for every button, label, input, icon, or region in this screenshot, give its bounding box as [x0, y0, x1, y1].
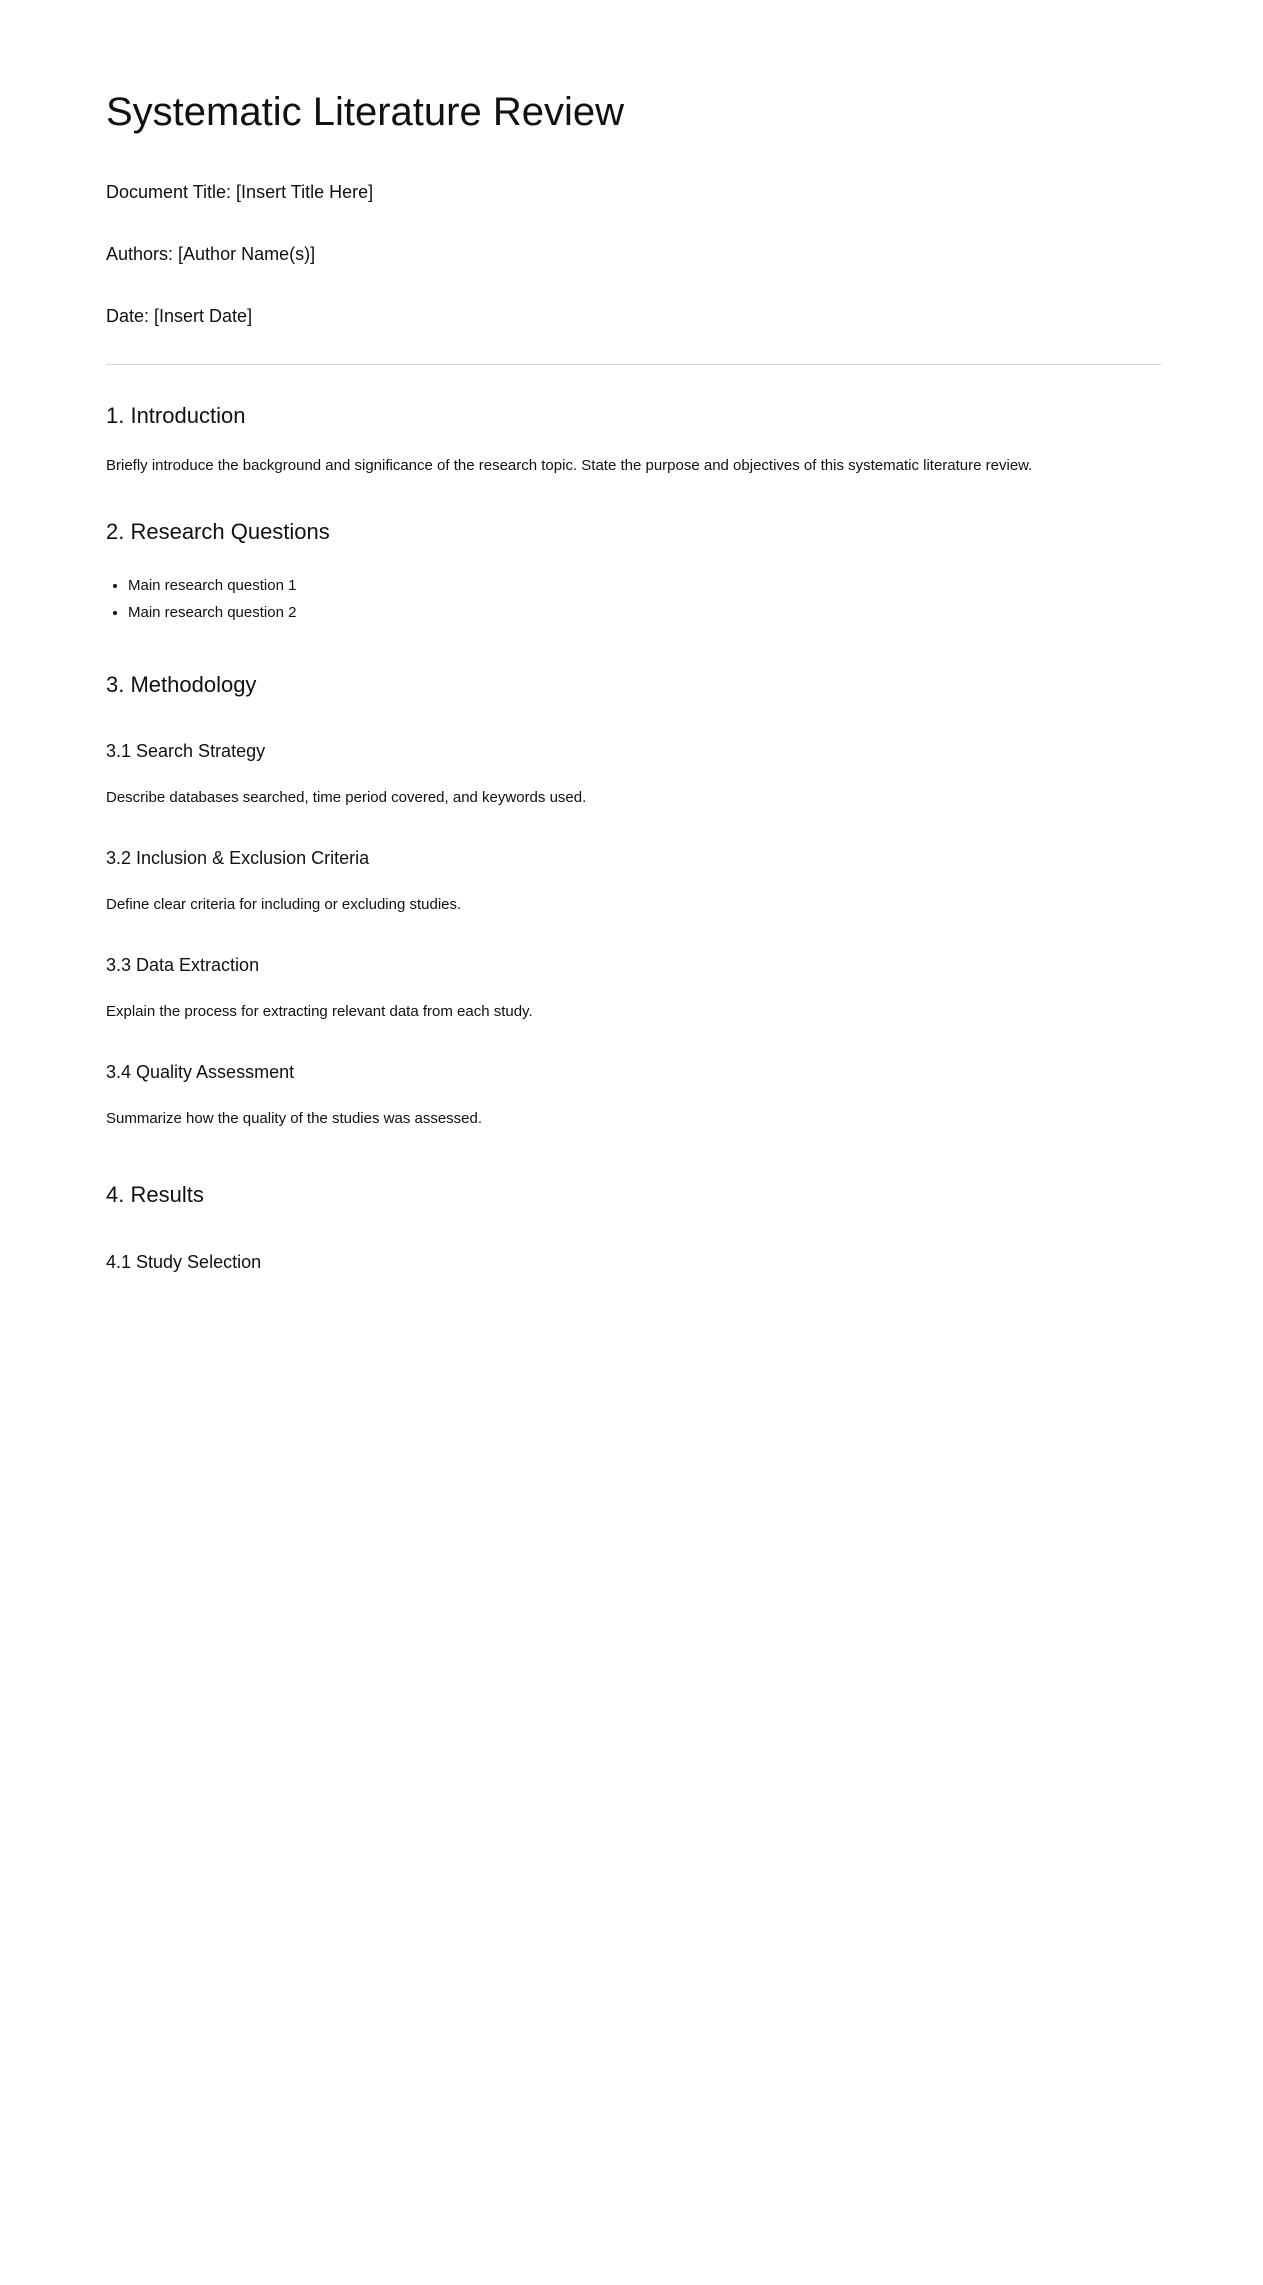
data-extraction-body: Explain the process for extracting relevant data from each study.	[106, 1003, 533, 1020]
subsection-heading-quality-assessment: 3.4 Quality Assessment	[106, 1062, 295, 1082]
section-heading-methodology: 3. Methodology	[106, 672, 257, 697]
subsection-heading-study-selection: 4.1 Study Selection	[106, 1252, 262, 1272]
document-title: Systematic Literature Review	[106, 90, 624, 134]
search-strategy-body: Describe databases searched, time period covered, and keywords used.	[106, 789, 587, 806]
list-item: • Main research question 1	[128, 572, 296, 599]
subsection-heading-search-strategy: 3.1 Search Strategy	[106, 741, 266, 761]
meta-document-title: Document Title: [Insert Title Here]	[106, 182, 374, 202]
research-questions-list	[106, 572, 296, 626]
subsection-heading-criteria: 3.2 Inclusion & Exclusion Criteria	[106, 848, 370, 868]
meta-authors: Authors: [Author Name(s)]	[106, 244, 316, 264]
section-heading-results: 4. Results	[106, 1182, 204, 1207]
section-heading-introduction: 1. Introduction	[106, 403, 246, 428]
section-heading-research-questions: 2. Research Questions	[106, 519, 330, 544]
quality-assessment-body: Summarize how the quality of the studies was assessed.	[106, 1110, 483, 1127]
criteria-body: Define clear criteria for including or excluding studies.	[106, 896, 462, 913]
subsection-heading-data-extraction: 3.3 Data Extraction	[106, 955, 260, 975]
meta-date: Date: [Insert Date]	[106, 306, 253, 326]
list-item: • Main research question 2	[128, 599, 296, 626]
introduction-body: Briefly introduce the background and significance of the research topic. State the purpose and objectives of this systematic literature review.	[106, 457, 1033, 474]
header-divider	[106, 364, 1161, 365]
